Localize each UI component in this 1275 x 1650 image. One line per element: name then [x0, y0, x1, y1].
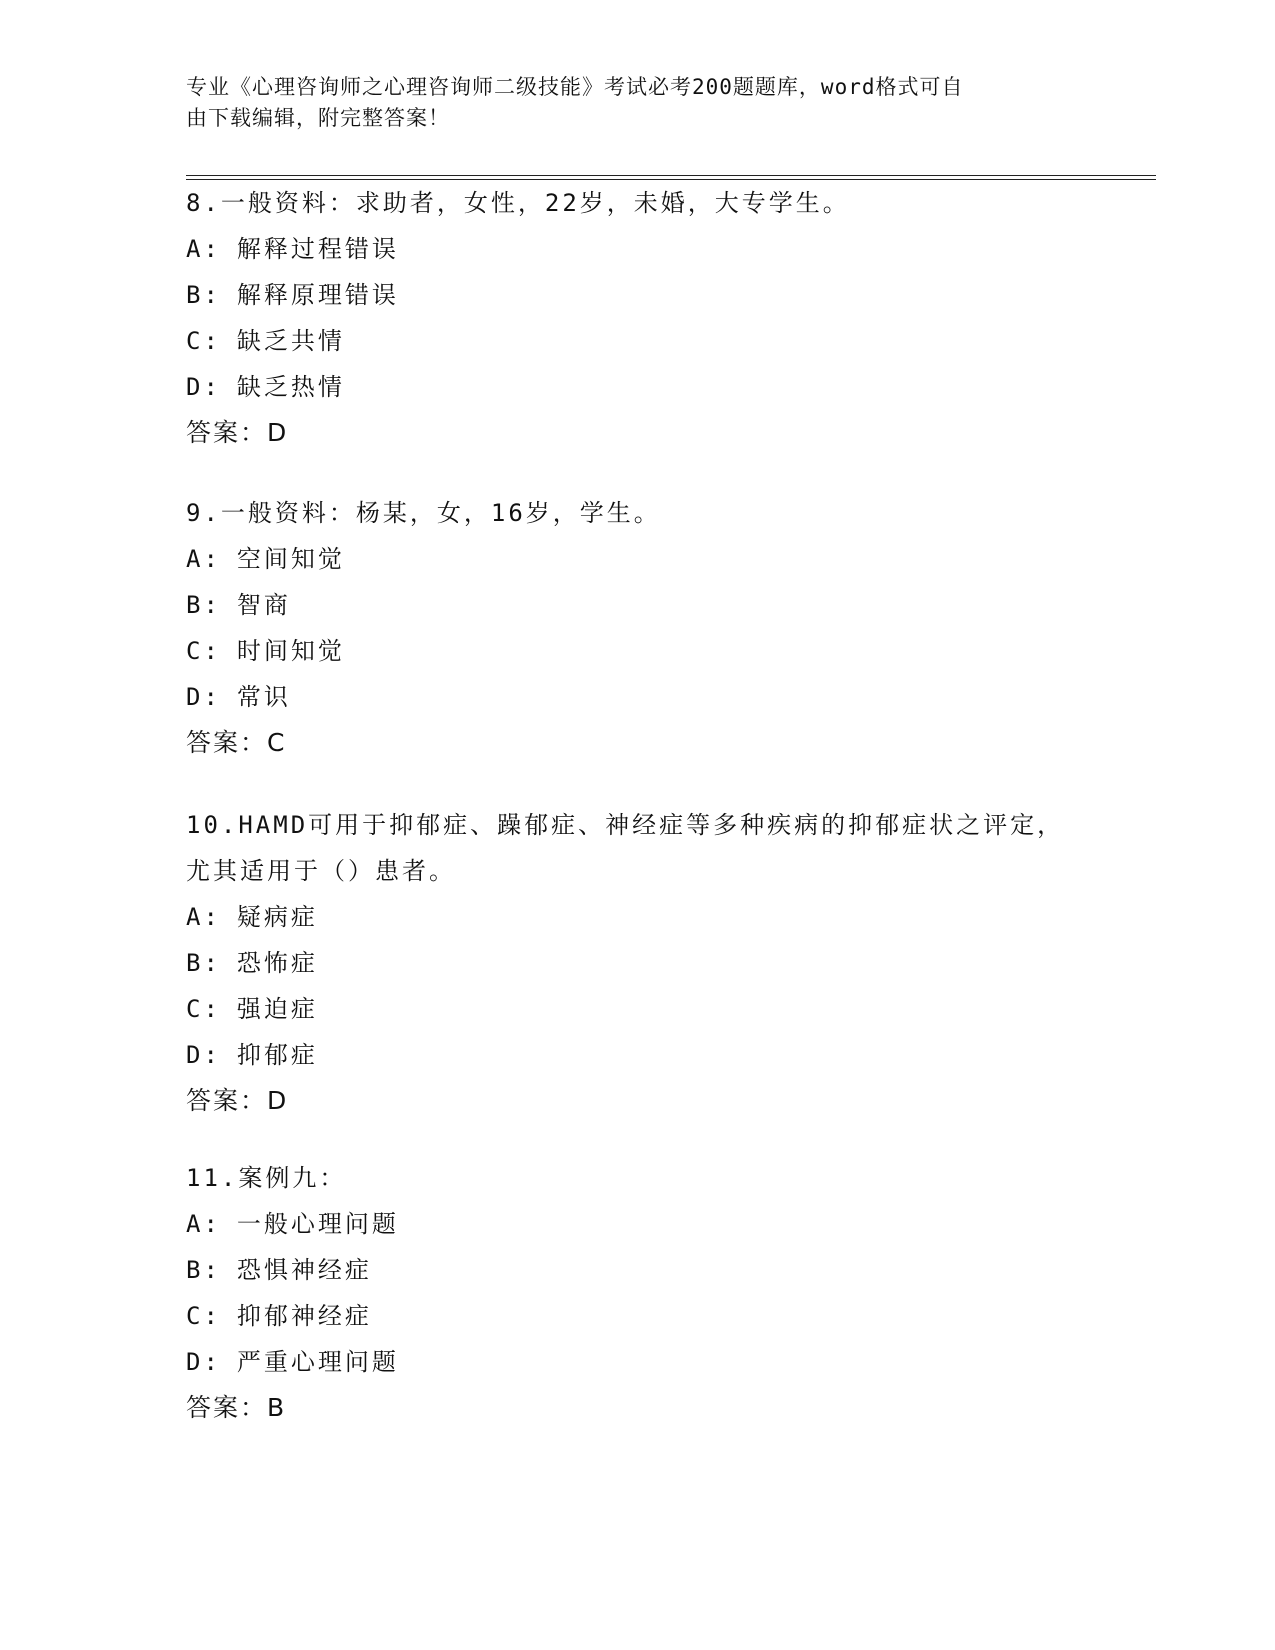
option-text: 解释原理错误	[236, 281, 399, 309]
option-text: 抑郁神经症	[236, 1302, 372, 1330]
question-item	[186, 490, 1086, 766]
option-c	[186, 1293, 1086, 1339]
option-letter: B:	[186, 591, 221, 619]
option-letter: C:	[186, 637, 221, 665]
option-d	[186, 364, 1086, 410]
option-d	[186, 1032, 1086, 1078]
option-text: 智商	[236, 591, 291, 619]
option-text: 一般心理问题	[236, 1210, 399, 1238]
option-letter: A:	[186, 1210, 221, 1238]
option-letter: C:	[186, 1302, 221, 1330]
answer-label: 答案：C	[186, 728, 287, 757]
option-text: 空间知觉	[236, 545, 345, 573]
option-b	[186, 1247, 1086, 1293]
option-a	[186, 894, 1086, 940]
option-letter: A:	[186, 545, 221, 573]
option-text: 抑郁症	[236, 1041, 318, 1069]
option-text: 强迫症	[236, 995, 318, 1023]
option-text: 恐惧神经症	[236, 1256, 372, 1284]
question-stem: 8.一般资料：求助者，女性，22岁，未婚，大专学生。	[186, 189, 850, 217]
option-c	[186, 318, 1086, 364]
option-text: 时间知觉	[236, 637, 345, 665]
answer-label: 答案：B	[186, 1393, 287, 1422]
option-letter: A:	[186, 903, 221, 931]
option-text: 疑病症	[236, 903, 318, 931]
option-letter: C:	[186, 995, 221, 1023]
answer-label: 答案：D	[186, 418, 289, 447]
option-c	[186, 986, 1086, 1032]
question-item	[186, 1155, 1086, 1431]
option-letter: C:	[186, 327, 221, 355]
option-letter: D:	[186, 1041, 221, 1069]
question-stem: 10.HAMD可用于抑郁症、躁郁症、神经症等多种疾病的抑郁症状之评定，尤其适用于（）患者。	[186, 811, 1065, 885]
header-line-2: 由下载编辑，附完整答案！	[186, 106, 450, 130]
option-letter: D:	[186, 1348, 221, 1376]
header-line-1: 专业《心理咨询师之心理咨询师二级技能》考试必考200题题库，word格式可自	[186, 75, 964, 99]
option-letter: A:	[186, 235, 221, 263]
option-letter: D:	[186, 373, 221, 401]
question-item	[186, 802, 1086, 1124]
option-letter: B:	[186, 1256, 221, 1284]
option-d	[186, 1339, 1086, 1385]
option-text: 严重心理问题	[236, 1348, 399, 1376]
option-a	[186, 1201, 1086, 1247]
option-text: 缺乏热情	[236, 373, 345, 401]
question-stem: 9.一般资料：杨某，女，16岁，学生。	[186, 499, 661, 527]
option-b	[186, 272, 1086, 318]
option-letter: B:	[186, 281, 221, 309]
option-text: 解释过程错误	[236, 235, 399, 263]
option-c	[186, 628, 1086, 674]
document-header	[186, 72, 1066, 134]
option-letter: B:	[186, 949, 221, 977]
option-a	[186, 536, 1086, 582]
option-text: 常识	[236, 683, 291, 711]
option-a	[186, 226, 1086, 272]
option-text: 缺乏共情	[236, 327, 345, 355]
answer-label: 答案：D	[186, 1086, 289, 1115]
option-b	[186, 582, 1086, 628]
question-stem: 11.案例九：	[186, 1164, 347, 1192]
question-item	[186, 180, 1086, 456]
option-b	[186, 940, 1086, 986]
option-d	[186, 674, 1086, 720]
option-text: 恐怖症	[236, 949, 318, 977]
option-letter: D:	[186, 683, 221, 711]
